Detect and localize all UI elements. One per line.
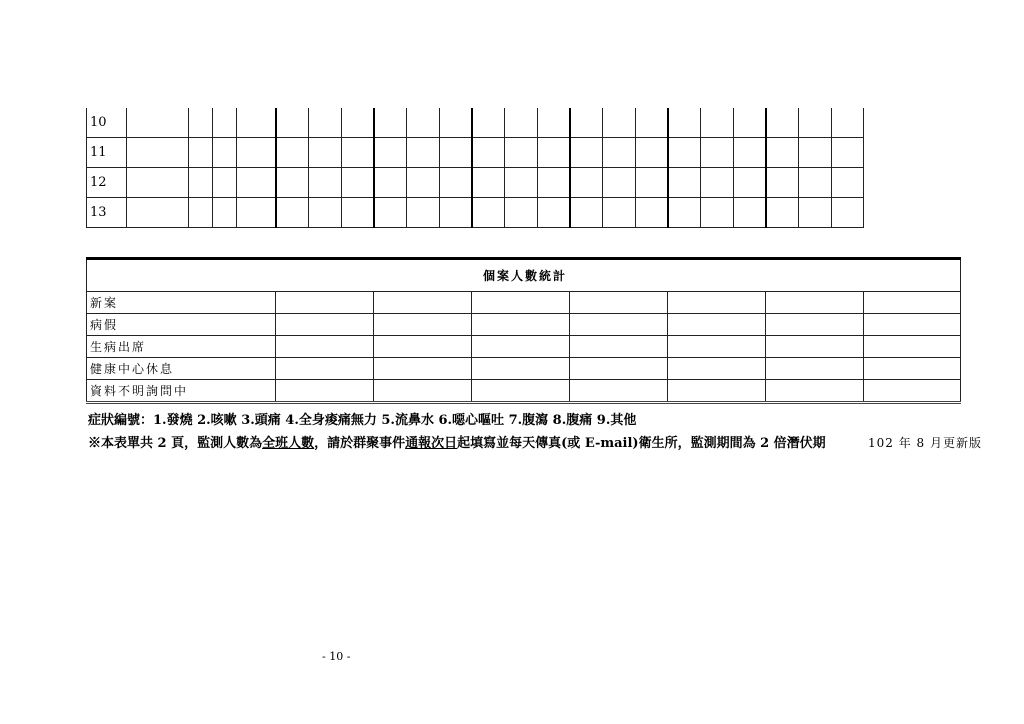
grid-cell: [603, 168, 636, 198]
table-row: [87, 292, 961, 314]
grid-cell: [766, 198, 799, 228]
grid-cell: [276, 108, 309, 138]
grid-cell: [832, 198, 864, 228]
grid-cell: [237, 108, 276, 138]
grid-cell: [505, 108, 538, 138]
grid-cell: [127, 198, 189, 228]
grid-cell: [799, 138, 832, 168]
grid-cell: [603, 198, 636, 228]
table-row: [87, 358, 961, 380]
grid-cell: [309, 138, 342, 168]
grid-cell: [472, 108, 505, 138]
grid-cell: [374, 108, 407, 138]
grid-cell: [832, 168, 864, 198]
grid-cell: [799, 108, 832, 138]
grid-cell: [374, 198, 407, 228]
symptom-code-legend: 症狀編號：1.發燒 2.咳嗽 3.頭痛 4.全身痠痛無力 5.流鼻水 6.噁心嘔吐 7.腹瀉 8.腹痛 9.其他: [88, 413, 637, 428]
grid-cell: [538, 198, 570, 228]
grid-cell: [538, 168, 570, 198]
grid-cell: [472, 168, 505, 198]
notice-underlined-text: 全班人數: [262, 436, 315, 451]
table-row: [87, 108, 864, 138]
grid-cell: [276, 168, 309, 198]
grid-cell: [407, 108, 440, 138]
notice-text: ，請於群聚事件: [314, 436, 406, 451]
grid-cell: [189, 168, 213, 198]
grid-cell: [538, 138, 570, 168]
grid-cell: [603, 138, 636, 168]
table-row: [87, 380, 961, 403]
grid-cell: [213, 168, 237, 198]
version-note: 102 年 8 月更新版: [868, 436, 982, 450]
symptom-grid: [86, 108, 864, 228]
grid-cell: [213, 138, 237, 168]
notice-text: 起填寫並每天傳真(或 E-mail)衛生所，監測期間為 2 倍潛伏期: [457, 436, 826, 451]
grid-cell: [276, 198, 309, 228]
table-row: [87, 168, 864, 198]
grid-cell: [734, 198, 766, 228]
grid-cell: [570, 138, 603, 168]
grid-cell: [701, 108, 734, 138]
row-number: 13: [87, 198, 127, 228]
grid-cell: [570, 108, 603, 138]
grid-cell: [440, 138, 472, 168]
notice-text: ※本表單共 2 頁，監測人數為: [88, 436, 263, 451]
grid-cell: [189, 108, 213, 138]
form-notice: [88, 432, 826, 451]
notice-underlined-text: 通報次日: [405, 436, 458, 451]
grid-cell: [799, 168, 832, 198]
grid-cell: [189, 138, 213, 168]
grid-cell: [636, 168, 668, 198]
grid-cell: [309, 168, 342, 198]
grid-cell: [766, 168, 799, 198]
grid-cell: [832, 108, 864, 138]
grid-cell: [734, 108, 766, 138]
grid-cell: [127, 108, 189, 138]
grid-cell: [309, 198, 342, 228]
row-label-new-case: 新案: [87, 292, 276, 314]
case-count-table: [86, 257, 961, 404]
grid-cell: [668, 168, 701, 198]
grid-cell: [213, 108, 237, 138]
grid-cell: [701, 198, 734, 228]
grid-cell: [636, 108, 668, 138]
table-row: [87, 198, 864, 228]
row-number: 11: [87, 138, 127, 168]
grid-cell: [374, 138, 407, 168]
grid-cell: [309, 108, 342, 138]
grid-cell: [127, 138, 189, 168]
row-label-health-center-rest: 健康中心休息: [87, 358, 276, 380]
grid-cell: [374, 168, 407, 198]
grid-cell: [237, 198, 276, 228]
table-row: [87, 314, 961, 336]
grid-cell: [407, 198, 440, 228]
grid-cell: [668, 108, 701, 138]
grid-cell: [832, 138, 864, 168]
case-count-heading: 個案人數統計: [87, 259, 961, 292]
grid-cell: [342, 168, 374, 198]
row-number: 12: [87, 168, 127, 198]
grid-cell: [472, 198, 505, 228]
grid-cell: [668, 138, 701, 168]
grid-cell: [538, 108, 570, 138]
grid-cell: [603, 108, 636, 138]
table-row: [87, 336, 961, 358]
grid-cell: [407, 138, 440, 168]
page-number: - 10 -: [322, 650, 351, 663]
grid-cell: [636, 138, 668, 168]
grid-cell: [440, 168, 472, 198]
grid-cell: [505, 198, 538, 228]
grid-cell: [237, 168, 276, 198]
grid-cell: [570, 198, 603, 228]
grid-cell: [127, 168, 189, 198]
grid-cell: [472, 138, 505, 168]
grid-cell: [701, 138, 734, 168]
row-label-sick-leave: 病假: [87, 314, 276, 336]
grid-cell: [766, 138, 799, 168]
grid-cell: [407, 168, 440, 198]
row-number: 10: [87, 108, 127, 138]
grid-cell: [342, 138, 374, 168]
grid-cell: [799, 198, 832, 228]
grid-cell: [570, 168, 603, 198]
grid-cell: [342, 108, 374, 138]
grid-cell: [342, 198, 374, 228]
grid-cell: [276, 138, 309, 168]
grid-cell: [668, 198, 701, 228]
row-label-sick-attendance: 生病出席: [87, 336, 276, 358]
grid-cell: [734, 138, 766, 168]
row-label-unknown-inquiring: 資料不明詢問中: [87, 380, 276, 403]
grid-cell: [440, 198, 472, 228]
grid-cell: [636, 198, 668, 228]
table-row: [87, 138, 864, 168]
grid-cell: [734, 168, 766, 198]
grid-cell: [189, 198, 213, 228]
grid-cell: [440, 108, 472, 138]
grid-cell: [505, 168, 538, 198]
grid-cell: [237, 138, 276, 168]
grid-cell: [213, 198, 237, 228]
grid-cell: [701, 168, 734, 198]
grid-cell: [766, 108, 799, 138]
grid-cell: [505, 138, 538, 168]
